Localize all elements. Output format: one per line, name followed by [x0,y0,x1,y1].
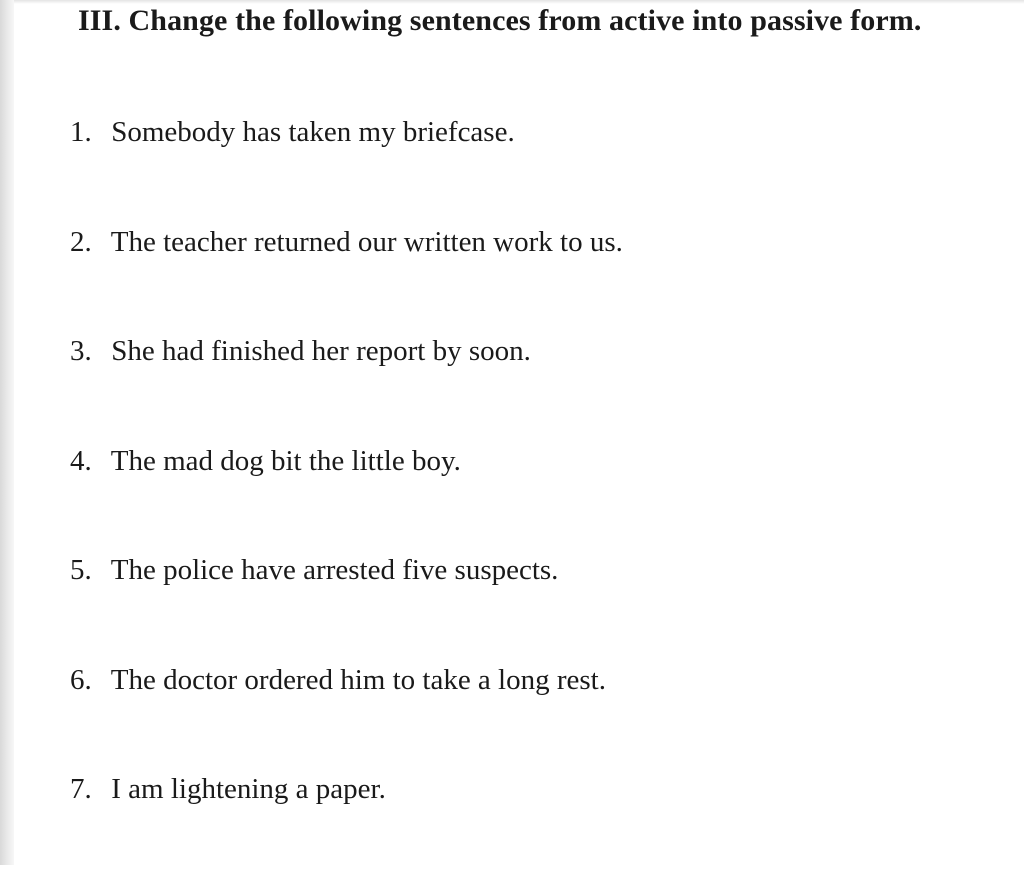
item-number: 4. [70,444,92,477]
exercise-item-5 [70,550,623,660]
item-sentence: The mad dog bit the little boy. [110,444,461,477]
item-sentence: Somebody has taken my briefcase. [111,116,515,148]
item-number: 3. [70,335,92,367]
exercise-item-4 [70,441,623,551]
item-sentence: I am lightening a paper. [111,773,386,805]
exercise-item-6 [70,660,623,770]
document-page [14,0,1024,865]
item-number: 1. [70,116,92,148]
item-number: 2. [70,225,92,258]
exercise-item-7 [70,769,623,879]
item-sentence: The doctor ordered him to take a long rest. [110,663,606,696]
item-sentence: The teacher returned our written work to us. [110,225,623,258]
item-number: 7. [70,773,92,805]
item-number: 5. [70,554,92,586]
exercise-item-1 [70,112,623,222]
item-sentence: She had finished her report by soon. [111,335,531,367]
item-number: 6. [70,663,92,696]
exercise-list [70,112,623,879]
page-left-margin [0,0,14,865]
exercise-heading: III. Change the following sentences from active into passive form. [78,4,922,37]
exercise-item-2 [70,222,623,332]
item-sentence: The police have arrested five suspects. [110,554,559,586]
exercise-item-3 [70,331,623,441]
